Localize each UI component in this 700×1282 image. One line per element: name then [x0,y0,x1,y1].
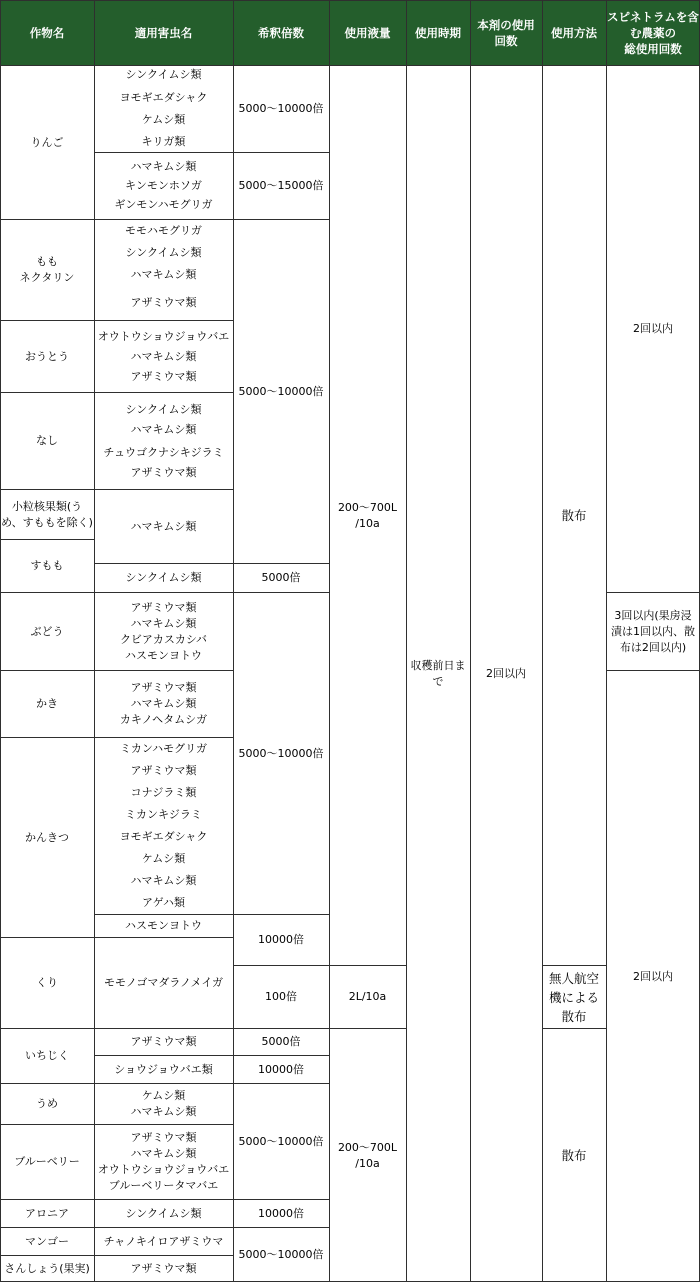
header-volume: 使用液量 [344,25,391,40]
pest-cell: ハマキムシ類 [130,519,197,533]
method-cell: 散布 [561,1148,587,1163]
times-cell: 2回以内 [486,667,526,680]
crop-cell: ブルーベリー [14,1155,80,1168]
dilution-cell: 100倍 [265,990,297,1003]
header-pest: 適用害虫名 [134,25,193,40]
crop-cell: さんしょう(果実) [4,1262,90,1275]
pest-cell: アゲハ類 [141,896,185,909]
pest-cell: ハマキムシ類 [130,423,197,436]
header-crop: 作物名 [29,25,65,40]
timing-cell: 収穫前日ま で [410,659,466,688]
pest-cell: ヨモギエダシャク [119,830,208,843]
crop-cell: くり [36,976,58,989]
crop-cell: ぶどう [30,624,64,638]
pest-cell: シンクイムシ類 [125,68,202,81]
pest-cell: チュウゴクナシキジラミ [103,446,224,459]
pest-cell: コナジラミ類 [130,786,197,799]
pest-cell: チャノキイロアザミウマ [103,1234,224,1248]
crop-cell: もも ネクタリン [19,255,75,284]
pest-cell: アザミウマ類 ハマキムシ類 カキノヘタムシガ [119,681,208,726]
pest-cell: モモハモグリガ [125,224,202,237]
crop-cell: りんご [30,135,64,149]
pest-cell: ハスモンヨトウ [125,919,202,932]
pest-cell: ケムシ類 [141,852,186,865]
pest-cell: アザミウマ類 [130,1262,197,1275]
dilution-cell: 10000倍 [258,1206,304,1220]
pest-cell: アザミウマ類 [130,764,197,777]
dilution-cell: 5000〜10000倍 [238,1134,324,1148]
crop-cell: うめ [36,1097,58,1110]
pest-cell: アザミウマ類 [130,466,197,479]
pest-cell: オウトウショウジョウバエ [97,330,230,343]
pest-cell: キリガ類 [141,135,186,148]
pest-cell: アザミウマ類 ハマキムシ類 オウトウショウジョウバエ ブルーベリータマバエ [97,1131,230,1192]
method-cell: 無人航空 機による 散布 [548,970,599,1024]
pest-cell: ミカンハモグリガ [119,742,208,755]
pest-cell: ハマキムシ類 [130,160,197,173]
dilution-cell: 10000倍 [258,1062,304,1076]
crop-cell: いちじく [25,1049,69,1062]
pest-cell: ギンモンハモグリガ [114,198,213,211]
dilution-cell: 5000〜10000倍 [238,1248,324,1261]
pest-cell: ミカンキジラミ [125,808,202,821]
pest-cell: アザミウマ類 [130,1035,197,1048]
crop-cell: かんきつ [25,830,69,844]
dilution-cell: 5000〜10000倍 [238,746,324,760]
pest-cell: ハマキムシ類 [130,268,197,281]
total-cell: 2回以内 [633,322,673,335]
volume-cell: 200〜700L /10a [337,1140,398,1170]
header-total: スピネトラムを含 む農薬の 総使用回数 [607,9,699,56]
dilution-cell: 5000〜15000倍 [238,179,324,192]
dilution-cell: 5000倍 [261,571,301,584]
dilution-cell: 5000〜10000倍 [238,102,324,115]
crop-cell: 小粒核果類(う め、すももを除く) [1,499,93,529]
pest-cell: モモノゴマダラノメイガ [103,976,224,989]
header-timing: 使用時期 [415,25,461,40]
crop-cell: すもも [30,559,64,572]
header-method: 使用方法 [551,25,597,40]
crop-cell: おうとう [25,349,69,363]
dilution-cell: 5000倍 [261,1035,301,1048]
volume-cell: 200〜700L /10a [337,500,398,530]
pest-cell: アザミウマ類 [130,370,197,383]
pest-cell: ハマキムシ類 [130,874,197,887]
header-dilution: 希釈倍数 [258,25,304,40]
header-times: 本剤の使用 回数 [477,17,535,48]
total-cell: 3回以内(果房浸 漬は1回以内、散 布は2回以内) [611,608,695,654]
crop-cell: なし [36,434,58,447]
pest-cell: シンクイムシ類 [125,403,202,416]
crop-cell: アロニア [25,1206,69,1220]
pest-cell: シンクイムシ類 [125,1206,202,1220]
dilution-cell: 5000〜10000倍 [238,384,324,398]
crop-cell: マンゴー [25,1234,69,1248]
pest-cell: アザミウマ類 ハマキムシ類 クビアカスカシバ ハスモンヨトウ [119,600,208,662]
pest-cell: キンモンホソガ [125,179,202,192]
total-cell: 2回以内 [633,969,673,983]
pest-cell: ヨモギエダシャク [119,91,208,104]
pest-cell: アザミウマ類 [130,296,197,309]
pest-cell: ハマキムシ類 [130,350,197,363]
pest-cell: ショウジョウバエ類 [114,1062,213,1076]
crop-cell: かき [36,697,58,710]
method-cell: 散布 [561,508,587,523]
pest-cell: ケムシ類 ハマキムシ類 [130,1089,197,1118]
pest-cell: ケムシ類 [141,113,186,126]
dilution-cell: 10000倍 [258,933,304,946]
pest-cell: シンクイムシ類 [125,246,202,259]
pest-cell: シンクイムシ類 [125,571,202,584]
volume-cell: 2L/10a [348,990,387,1003]
